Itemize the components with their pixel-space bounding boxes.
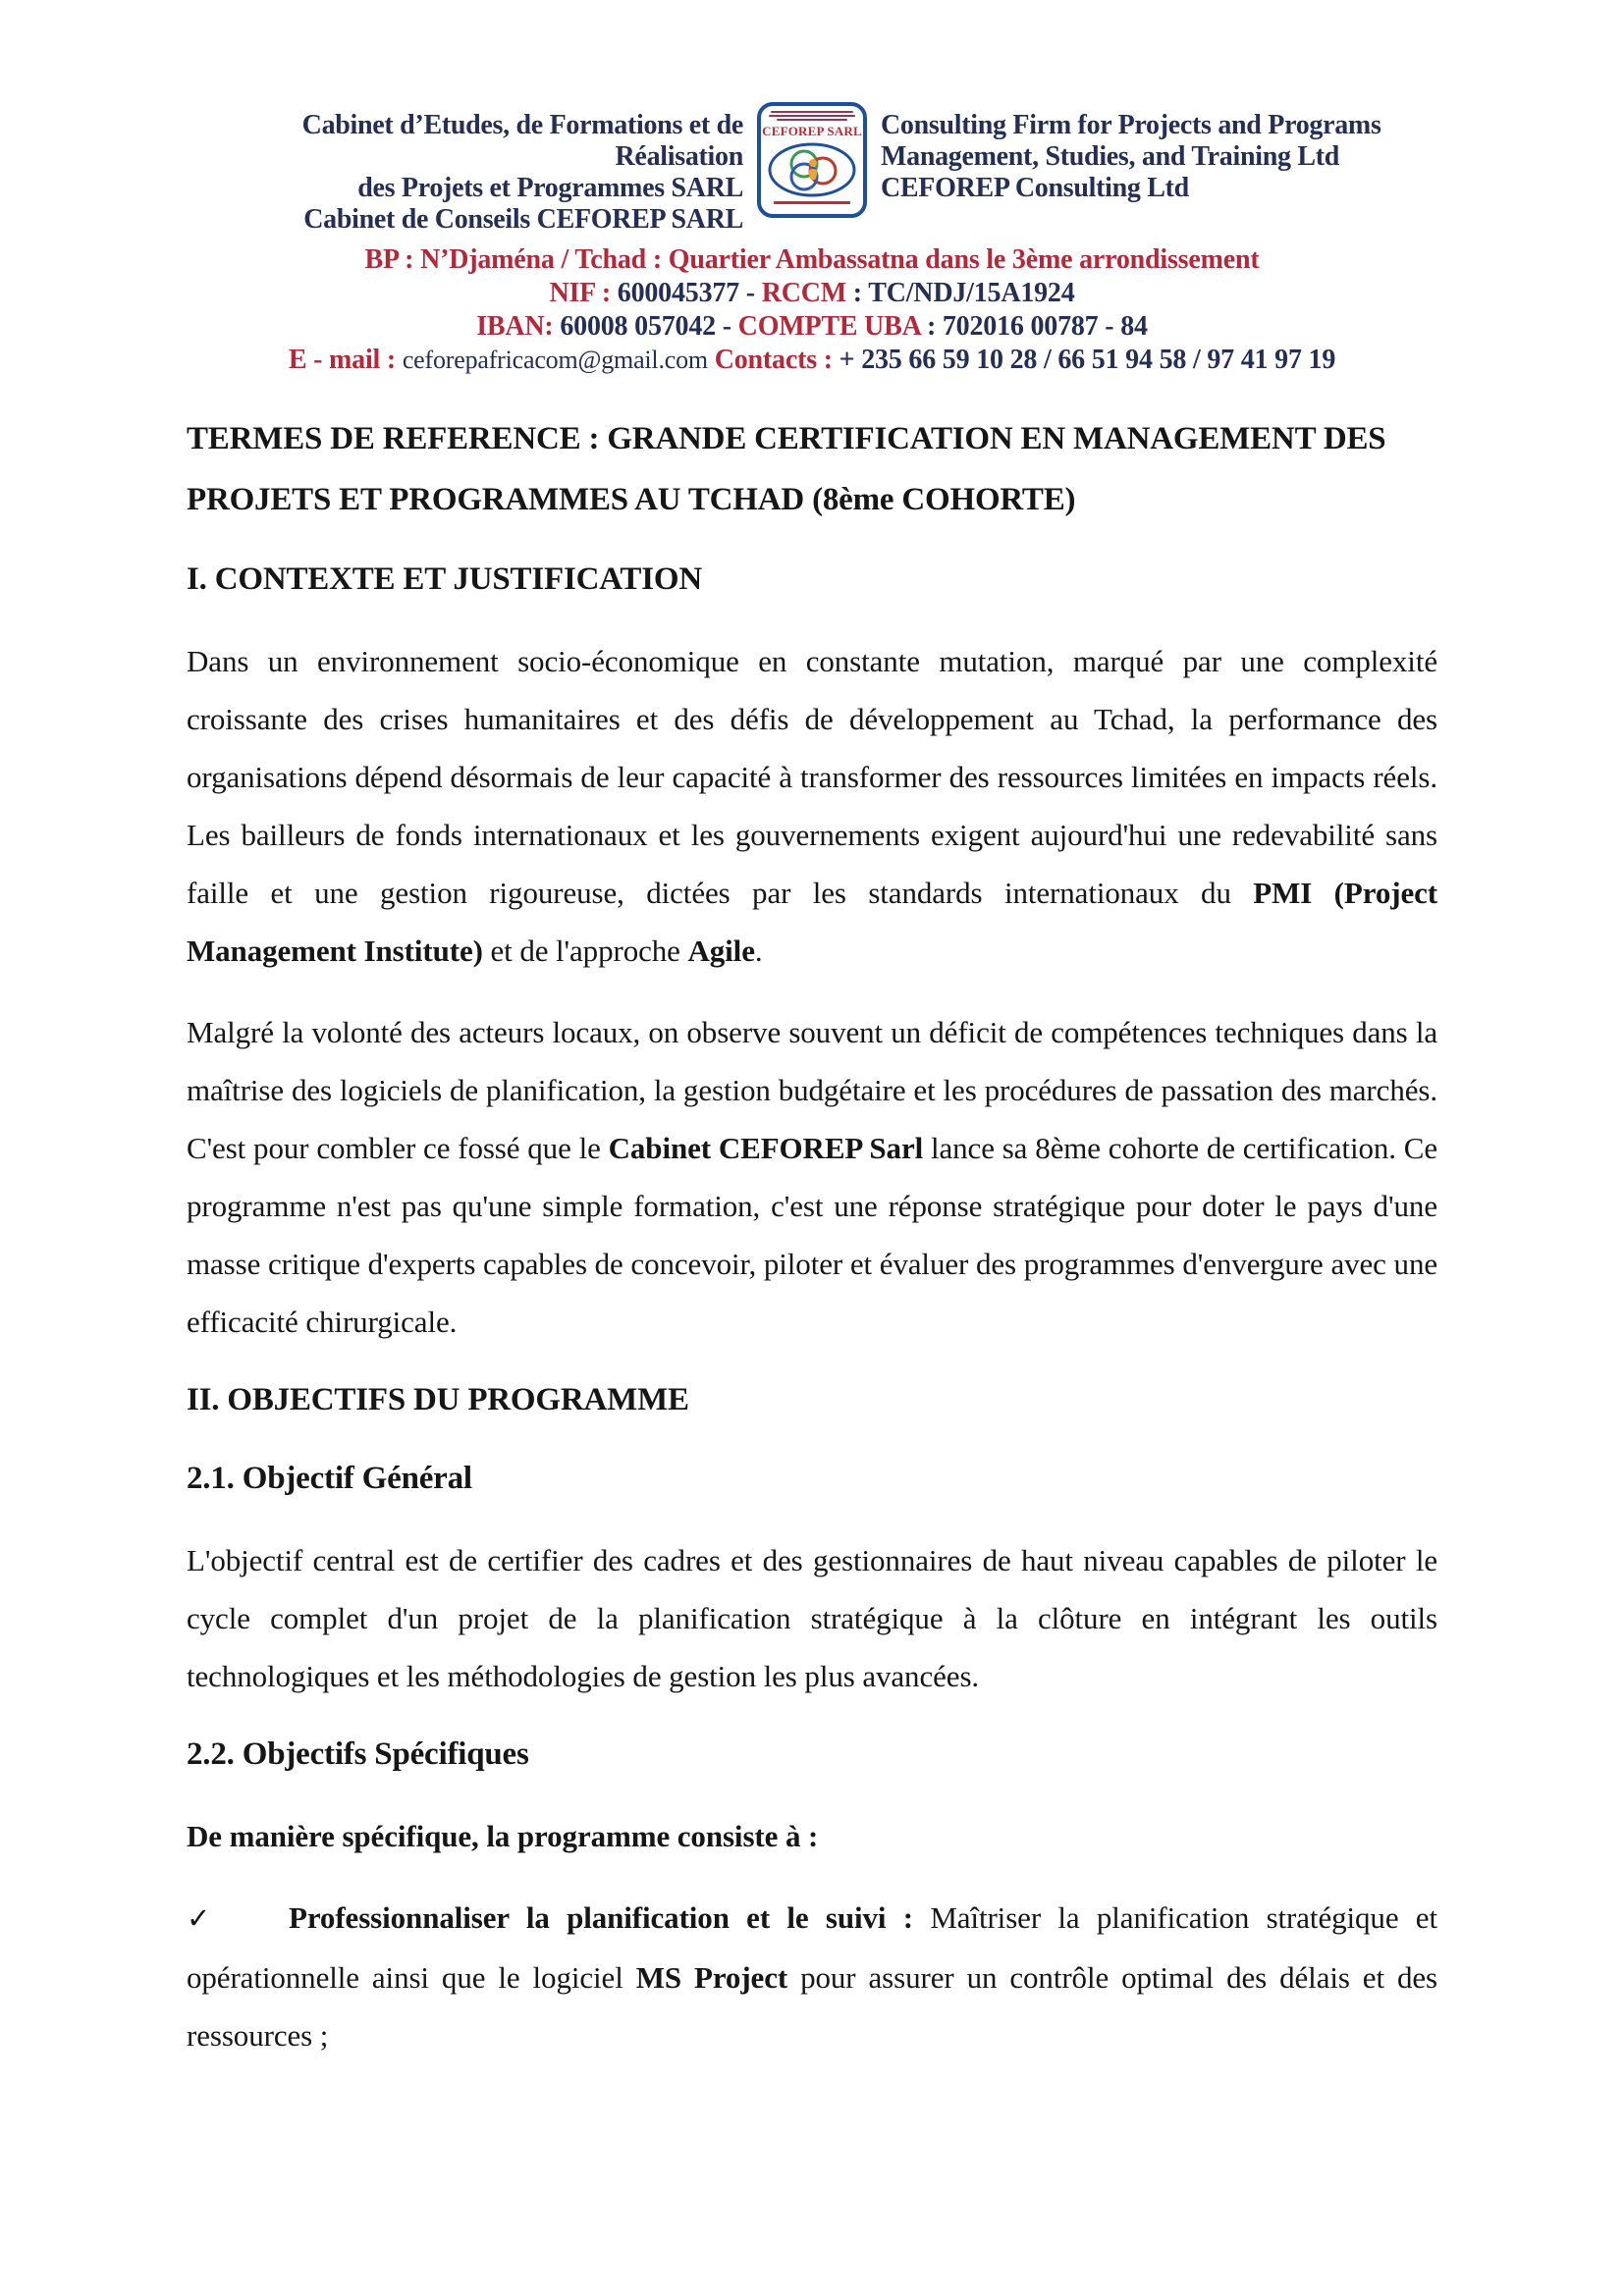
- text-run-bold: Agile: [687, 934, 755, 968]
- title-line-2: PROJETS ET PROGRAMMES AU TCHAD (8ème COHORTE): [187, 482, 1076, 517]
- iban-label: IBAN:: [476, 311, 554, 342]
- text-run: lance sa 8ème cohorte de certification. Ce programme n'est pas qu'une simple formation, c'est une réponse stratégique pour doter le pays d'une masse critique d'experts capables de concevoir, piloter et évaluer des programmes d'envergure avec une efficacité chirurgicale.: [187, 1131, 1437, 1339]
- email-label: E - mail :: [288, 345, 403, 375]
- email-address: ceforepafricacom@gmail.com: [402, 346, 708, 374]
- contacts-label: Contacts :: [707, 345, 839, 375]
- registration-line: [0, 277, 1624, 310]
- text-run: pour assurer un contrôle optimal des délais et des ressources ;: [187, 1960, 1437, 2053]
- rccm-label: RCCM: [761, 278, 846, 308]
- paragraph-intro-specifique: De manière spécifique, la programme consiste à :: [187, 1819, 819, 1853]
- document-title: [187, 408, 1437, 530]
- logo-microtext-bottom: [774, 201, 850, 204]
- iban-value: 60008 057042 -: [553, 311, 738, 342]
- subsection-heading-objectif-general: 2.1. Objectif Général: [187, 1461, 472, 1496]
- title-line-1: TERMES DE REFERENCE : GRANDE CERTIFICATION EN MANAGEMENT DES: [187, 421, 1386, 456]
- section-heading-objectifs: II. OBJECTIFS DU PROGRAMME: [187, 1382, 689, 1417]
- letterhead-line: Cabinet de Conseils CEFOREP SARL: [303, 204, 743, 235]
- section-heading-context: I. CONTEXTE ET JUSTIFICATION: [187, 561, 702, 597]
- logo-microtext-top: [769, 111, 855, 121]
- paragraph-context-1: [187, 632, 1437, 980]
- subsection-heading-objectifs-specifiques: 2.2. Objectifs Spécifiques: [187, 1736, 529, 1772]
- bullet-item-planification: [187, 1889, 1437, 2064]
- text-run-bold: Professionnaliser la planification et le suivi :: [289, 1900, 931, 1935]
- logo-rings-icon: [767, 141, 857, 198]
- letterhead-top: [0, 102, 1624, 236]
- letterhead-line: des Projets et Programmes SARL: [357, 173, 743, 203]
- text-run: Maîtriser la planification stratégique et opérationnelle ainsi que le logiciel: [187, 1900, 1437, 1995]
- letterhead-english-column: [881, 102, 1455, 204]
- compte-value: : 702016 00787 - 84: [920, 311, 1148, 342]
- compte-label: COMPTE UBA: [737, 311, 921, 342]
- bank-line: [0, 310, 1624, 344]
- text-run-bold: PMI (Project Management Institute): [187, 876, 1438, 968]
- nif-value: 600045377: [617, 278, 739, 308]
- paragraph-objectif-general: L'objectif central est de certifier des cadres et des gestionnaires de haut niveau capables de piloter le cycle complet d'un projet de la planification stratégique à la clôture en intégrant les outils technologiques et les méthodologies de gestion les plus avancées.: [187, 1543, 1437, 1693]
- address-line: BP : N’Djaména / Tchad : Quartier Ambassatna dans le 3ème arrondissement: [364, 244, 1260, 275]
- phone-numbers: + 235 66 59 10 28 / 66 51 94 58 / 97 41 97 19: [839, 345, 1336, 375]
- logo-wordmark: CEFOREP SARL: [762, 124, 862, 138]
- text-run: Dans un environnement socio-économique en constante mutation, marqué par une complexité croissante des crises humanitaires et des défis de développement au Tchad, la performance des organisations dépend désormais de leur capacité à transformer des ressources limitées en impacts réels. Les bailleurs de fonds internationaux et les gouvernements exigent aujourd'hui une redevabilité sans faille et une gestion rigoureuse, dictées par les standards internationaux du: [187, 644, 1437, 910]
- text-run-bold: Cabinet CEFOREP Sarl: [608, 1131, 924, 1165]
- text-run: Malgré la volonté des acteurs locaux, on observe souvent un déficit de compétences techniques dans la maîtrise des logiciels de planification, la gestion budgétaire et les procédures de passation des marchés. C'est pour combler ce fossé que le: [187, 1015, 1437, 1165]
- ceforep-logo: [757, 102, 867, 218]
- text-run: .: [754, 934, 763, 968]
- separator: -: [738, 278, 762, 308]
- document-body: [0, 408, 1624, 2064]
- checkmark-icon: ✓: [187, 1903, 211, 1935]
- contact-line: [0, 344, 1624, 377]
- nif-label: NIF :: [549, 278, 618, 308]
- letterhead-line: CEFOREP Consulting Ltd: [881, 173, 1189, 203]
- text-run-bold: MS Project: [635, 1960, 788, 1995]
- letterhead: [0, 0, 1624, 377]
- text-run: et de l'approche: [482, 934, 688, 968]
- letterhead-line: Consulting Firm for Projects and Programs: [881, 110, 1381, 140]
- paragraph-context-2: [187, 1003, 1437, 1351]
- letterhead-french-column: [169, 102, 743, 236]
- rccm-value: : TC/NDJ/15A1924: [846, 278, 1075, 308]
- letterhead-line: Cabinet d’Etudes, de Formations et de Réalisation: [301, 110, 743, 172]
- letterhead-line: Management, Studies, and Training Ltd: [881, 141, 1340, 172]
